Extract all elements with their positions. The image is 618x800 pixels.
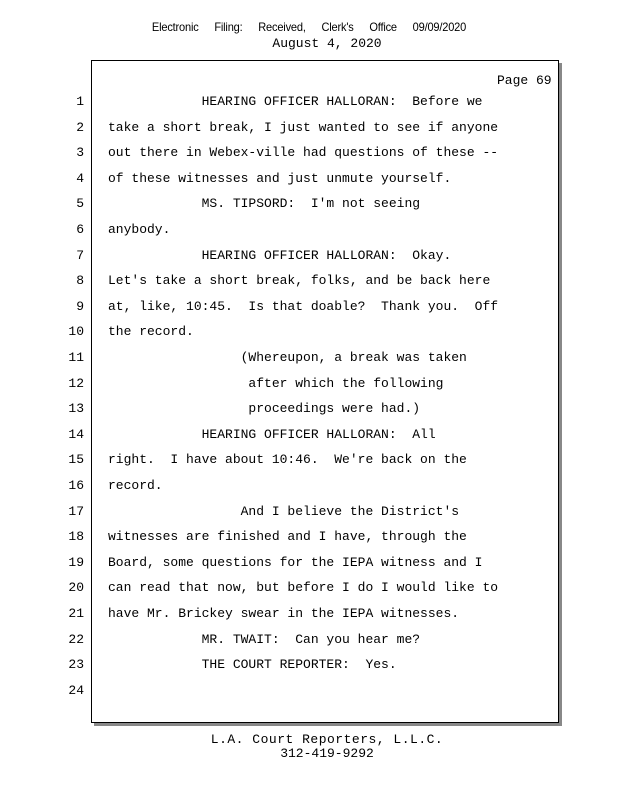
line-text: can read that now, but before I do I would like to	[108, 580, 499, 595]
filing-word: Received,	[258, 20, 306, 34]
line-text: of these witnesses and just unmute yourself.	[108, 171, 452, 186]
line-text: after which the following	[108, 376, 444, 391]
line-text: the record.	[108, 324, 194, 339]
line-number: 3	[76, 145, 84, 160]
line-text: (Whereupon, a break was taken	[108, 350, 467, 365]
line-number: 4	[76, 171, 84, 186]
line-number: 17	[68, 504, 84, 519]
line-number: 10	[68, 324, 84, 339]
filing-word: Filing:	[214, 20, 243, 34]
filing-word: Clerk's	[321, 20, 354, 34]
line-text: witnesses are finished and I have, through the	[108, 529, 467, 544]
line-text: anybody.	[108, 222, 171, 237]
line-number: 14	[68, 427, 84, 442]
line-number: 24	[68, 683, 84, 698]
line-number: 18	[68, 529, 84, 544]
line-number: 5	[76, 196, 84, 211]
line-number: 22	[68, 632, 84, 647]
line-text: at, like, 10:45. Is that doable? Thank you. Off	[108, 299, 499, 314]
line-text: MS. TIPSORD: I'm not seeing	[108, 196, 421, 211]
line-text: right. I have about 10:46. We're back on the	[108, 452, 467, 467]
filing-word: Office	[369, 20, 397, 34]
line-text: proceedings were had.)	[108, 401, 421, 416]
line-text: record.	[108, 478, 163, 493]
line-text: HEARING OFFICER HALLORAN: All	[108, 427, 436, 442]
line-text: out there in Webex-ville had questions of these --	[108, 145, 499, 160]
line-text: MR. TWAIT: Can you hear me?	[108, 632, 421, 647]
line-text: have Mr. Brickey swear in the IEPA witnesses.	[108, 606, 460, 621]
line-number: 2	[76, 120, 84, 135]
line-text: Board, some questions for the IEPA witness and I	[108, 555, 483, 570]
line-number: 19	[68, 555, 84, 570]
line-number: 16	[68, 478, 84, 493]
hearing-date: August 4, 2020	[272, 36, 382, 51]
line-number: 13	[68, 401, 84, 416]
line-text: take a short break, I just wanted to see if anyone	[108, 120, 499, 135]
line-number: 7	[76, 248, 84, 263]
footer-phone: 312-419-9292	[280, 746, 374, 761]
line-number: 15	[68, 452, 84, 467]
line-text: HEARING OFFICER HALLORAN: Before we	[108, 94, 483, 109]
footer-company: L.A. Court Reporters, L.L.C.	[210, 732, 444, 747]
line-number: 20	[68, 580, 84, 595]
line-number: 6	[76, 222, 84, 237]
line-text: THE COURT REPORTER: Yes.	[108, 657, 397, 672]
filing-word: Electronic	[151, 20, 199, 34]
filing-stamp	[25, 20, 594, 34]
page-number: Page 69	[497, 73, 552, 88]
line-number: 1	[76, 94, 84, 109]
line-text: Let's take a short break, folks, and be back here	[108, 273, 491, 288]
line-number: 21	[68, 606, 84, 621]
line-number: 8	[76, 273, 84, 288]
line-number: 11	[68, 350, 84, 365]
line-text: HEARING OFFICER HALLORAN: Okay.	[108, 248, 452, 263]
line-number: 12	[68, 376, 84, 391]
filing-word: 09/09/2020	[412, 20, 467, 34]
line-number: 23	[68, 657, 84, 672]
line-number: 9	[76, 299, 84, 314]
line-text: And I believe the District's	[108, 504, 460, 519]
